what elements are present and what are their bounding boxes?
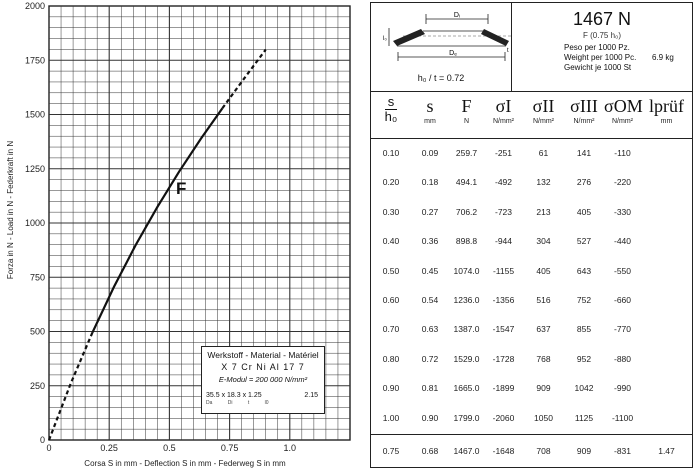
table-cell: -1100: [611, 412, 634, 423]
table-cell: 1042: [574, 383, 594, 394]
table-cell: 0.68: [421, 446, 439, 456]
header-unit: N/mm²: [533, 118, 554, 125]
table-cell: -1356: [492, 295, 515, 305]
x-tick-label: 1.0: [283, 443, 297, 453]
table-row-reference: [371, 434, 692, 468]
table-cell: 276: [576, 177, 592, 188]
weight-label-en: Weight per 1000 Pc.: [564, 53, 637, 62]
table-cell: [641, 168, 692, 197]
table-cell: 0.40: [382, 236, 400, 247]
table-cell: -110: [614, 148, 631, 158]
table-header: [371, 92, 692, 139]
table-cell: [641, 345, 692, 374]
table-cell: 0.72: [421, 353, 439, 364]
table-cell: 259.7: [455, 148, 478, 158]
table-cell: 304: [536, 236, 551, 247]
table-cell: -660: [613, 295, 631, 305]
y-tick-label: 250: [29, 380, 45, 391]
header-col-3: [484, 92, 523, 138]
y-tick-label: 750: [29, 272, 45, 283]
table-cell: -723: [494, 206, 512, 217]
table-cell: 0.20: [382, 177, 400, 188]
table-cell: 0.27: [421, 206, 439, 217]
table-cell: -831: [613, 446, 631, 456]
x-tick-label: 0: [46, 443, 52, 453]
y-axis-label: Forza in N - Load in N - Federkraft in N: [6, 140, 15, 280]
table-cell: 1665.0: [453, 383, 480, 394]
table-cell: 0.75: [382, 446, 400, 456]
table-cell: 855: [576, 324, 592, 335]
x-tick-label: 0.25: [100, 443, 118, 453]
table-cell: 643: [576, 265, 592, 276]
table-cell: -550: [613, 265, 631, 276]
table-cell: -990: [613, 383, 631, 394]
table-row: [371, 315, 692, 344]
table-cell: 1236.0: [453, 295, 480, 305]
table-cell: 708: [536, 446, 551, 456]
table-cell: 1387.0: [453, 324, 480, 335]
curve-dashed-end: [222, 50, 265, 109]
table-cell: -251: [494, 148, 512, 158]
y-tick-label: 1000: [24, 218, 45, 228]
table-cell: -492: [494, 177, 512, 188]
material-name: X 7 Cr Ni Al 17 7: [221, 362, 305, 372]
table-cell: 0.50: [382, 265, 400, 276]
header-col-4: [523, 92, 564, 138]
table-cell: 61: [538, 148, 549, 158]
table-row: [371, 404, 692, 433]
nominal-force: 1467 N: [572, 9, 632, 29]
table-cell: 0.09: [421, 148, 439, 158]
header-symbol: lprüf: [649, 96, 684, 116]
height-thickness-ratio: h₀ / t = 0.72: [417, 73, 465, 83]
table-cell: -1648: [492, 446, 515, 456]
table-cell: -1899: [492, 383, 515, 394]
table-cell: 0.45: [421, 265, 439, 276]
weight-value: 6.9 kg: [652, 53, 674, 62]
header-unit: N/mm²: [573, 118, 595, 125]
y-tick-label: 1500: [24, 109, 45, 120]
table-cell: 637: [536, 324, 551, 335]
table-cell: 405: [536, 265, 551, 276]
table-cell: [641, 374, 692, 403]
header-col-7: [641, 92, 692, 138]
table-cell: -1155: [492, 265, 515, 276]
di-label: Dᵢ: [453, 12, 461, 19]
table-cell: [641, 404, 692, 433]
header-col-5: [564, 92, 604, 138]
header-symbol: σII: [532, 96, 555, 116]
header-symbol: σIII: [570, 96, 598, 116]
spring-free-height: 2.15: [304, 392, 318, 399]
table-cell: 141: [576, 148, 592, 158]
header-col-0: [371, 92, 411, 138]
header-symbol: σOM: [604, 96, 643, 116]
table-cell: [641, 198, 692, 227]
table-row: [371, 345, 692, 374]
table-row: [371, 198, 692, 227]
material-emodulus: E-Modul = 200 000 N/mm²: [218, 375, 308, 384]
table-cell: -1547: [492, 324, 515, 335]
table-cell: 706.2: [455, 206, 478, 217]
x-axis-label: Corsa S in mm - Deflection S in mm - Federweg S in mm: [84, 459, 286, 468]
table-cell: 132: [536, 177, 551, 188]
de-label: Dₑ: [449, 50, 457, 57]
table-cell: 0.70: [382, 324, 400, 335]
weight-labels: [564, 43, 636, 73]
table-cell: -944: [494, 236, 512, 247]
table-cell: 0.54: [421, 295, 439, 305]
curve-label-f: F: [176, 179, 187, 198]
table-cell: -880: [613, 353, 631, 364]
table-cell: [641, 315, 692, 344]
table-cell: 0.80: [382, 353, 400, 364]
table-cell: -220: [613, 177, 631, 188]
table-row: [371, 257, 692, 286]
force-spec: [512, 3, 692, 91]
table-row: [371, 139, 692, 168]
header-symbol: σI: [495, 96, 512, 116]
disc-spring-cross-section-icon: [371, 3, 511, 71]
table-body: [371, 139, 692, 433]
table-cell: -1728: [492, 353, 515, 364]
table-cell: 1467.0: [453, 446, 480, 456]
table-cell: -330: [613, 206, 631, 217]
table-cell: 0.90: [382, 383, 400, 394]
y-tick-label: 2000: [24, 1, 45, 11]
table-cell: -440: [613, 236, 631, 247]
table-cell: [641, 286, 692, 315]
header-symbol: s: [385, 95, 398, 110]
table-cell: 1529.0: [453, 353, 480, 364]
table-cell: 0.90: [421, 412, 439, 423]
table-cell: 952: [576, 353, 592, 364]
header-denominator: h₀: [384, 109, 398, 124]
material-info-box: [201, 346, 325, 414]
y-tick-label: 500: [29, 326, 45, 337]
header-unit: N: [463, 118, 470, 125]
t-label: t: [507, 48, 509, 54]
table-cell: 768: [536, 353, 551, 364]
table-cell: 405: [576, 206, 592, 217]
spring-data-table: [370, 2, 693, 468]
table-cell: 1074.0: [453, 265, 480, 276]
table-cell: 527: [576, 236, 592, 247]
disc-spring-drawing: [371, 3, 512, 91]
header-symbol: F: [461, 96, 472, 116]
table-cell: -2060: [492, 412, 515, 423]
curve-dashed-start: [49, 333, 92, 440]
material-title: Werkstoff - Material - Matériel: [207, 350, 319, 360]
table-cell: 0.81: [421, 383, 439, 394]
weight-label-it: Peso per 1000 Pz.: [564, 43, 630, 52]
table-cell: 1050: [534, 412, 553, 423]
header-unit: mm: [424, 118, 436, 125]
table-cell: 752: [576, 295, 592, 305]
l0-label: l₀: [383, 36, 387, 42]
table-cell: [641, 139, 692, 168]
table-cell: 0.60: [382, 295, 400, 305]
table-cell: 898.8: [455, 236, 478, 247]
table-cell: 1.47: [658, 446, 675, 456]
header-unit: mm: [660, 118, 673, 125]
table-cell: 516: [536, 295, 551, 305]
table-cell: 0.63: [421, 324, 439, 335]
table-cell: 494.1: [455, 177, 478, 188]
table-cell: 909: [576, 446, 592, 456]
header-col-1: [411, 92, 449, 138]
table-cell: 0.18: [421, 177, 439, 188]
table-row: [371, 286, 692, 315]
y-tick-label: 0: [39, 435, 45, 445]
table-cell: 909: [536, 383, 551, 394]
table-cell: -770: [613, 324, 631, 335]
weight-label-de: Gewicht je 1000 St: [564, 63, 632, 72]
table-cell: 0.10: [382, 148, 400, 158]
header-symbol: s: [426, 96, 434, 116]
y-tick-label: 1750: [24, 55, 45, 66]
table-cell: 1799.0: [453, 412, 480, 423]
x-tick-label: 0.75: [220, 443, 239, 453]
header-col-6: [604, 92, 641, 138]
table-cell: [641, 257, 692, 286]
header-unit: N/mm²: [493, 118, 514, 125]
table-cell: 1.00: [382, 412, 400, 423]
header-ratio-fraction: [385, 95, 398, 124]
table-row: [371, 168, 692, 197]
table-cell: [641, 227, 692, 256]
table-row: [371, 374, 692, 403]
table-cell: 0.30: [382, 206, 400, 217]
y-tick-label: 1250: [24, 163, 45, 174]
table-row: [371, 227, 692, 256]
table-cell: 213: [536, 206, 551, 217]
table-cell: 0.36: [421, 236, 439, 247]
table-cell: 1125: [574, 412, 594, 423]
spring-dimension-symbols: Da Di t l0: [206, 400, 269, 406]
spring-dimensions: 35.5 x 18.3 x 1.25: [206, 392, 262, 399]
x-tick-label: 0.5: [163, 443, 176, 453]
nominal-force-condition: F (0.75 h₀): [583, 31, 621, 40]
header-col-2: [449, 92, 484, 138]
header-unit: N/mm²: [612, 118, 633, 125]
spec-header: [371, 3, 692, 92]
